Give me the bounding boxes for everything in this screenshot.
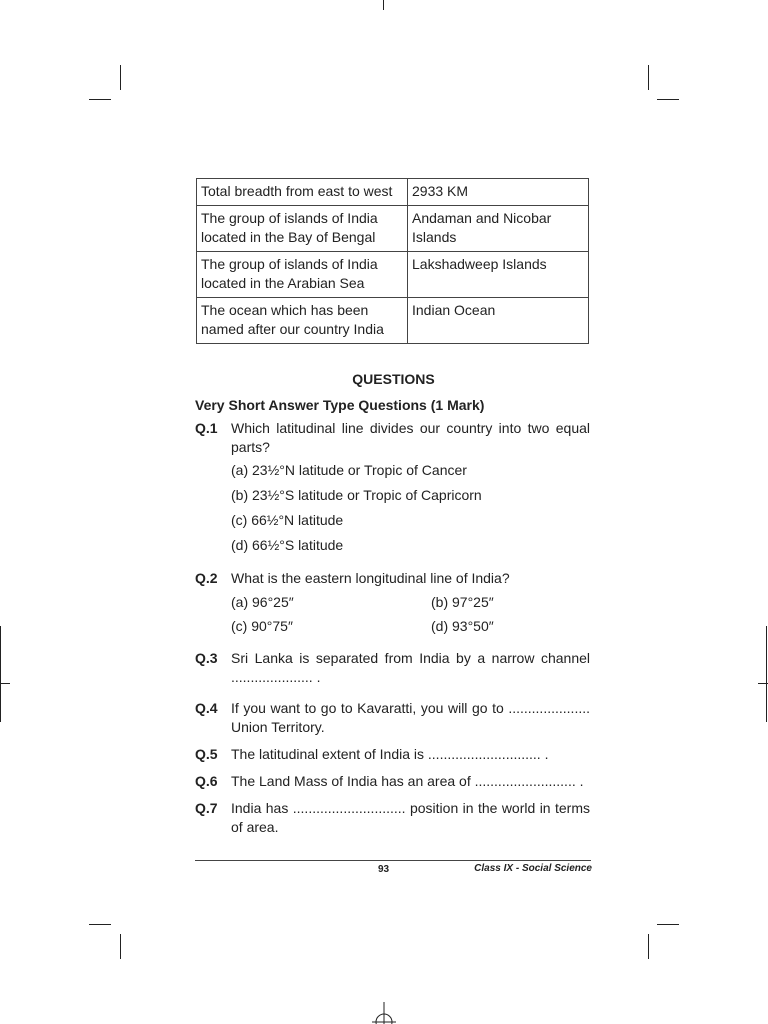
- question-number: Q.2: [195, 570, 218, 586]
- question: [195, 649, 590, 687]
- crop-mark: [758, 683, 768, 684]
- crop-mark: [648, 65, 649, 90]
- crop-mark: [89, 924, 111, 925]
- question: [195, 419, 590, 555]
- answer-option: (c) 66½°N latitude: [231, 512, 344, 528]
- table-cell: Lakshadweep Islands: [408, 252, 589, 298]
- table-cell: The group of islands of India located in the Arabian Sea: [197, 252, 408, 298]
- answer-option: (b) 23½°S latitude or Tropic of Capricorn: [231, 487, 482, 503]
- question: [195, 799, 590, 837]
- question-text: Sri Lanka is separated from India by a narrow channel ..................... .: [231, 650, 590, 685]
- answer-options-row: [231, 617, 631, 636]
- question-text: The latitudinal extent of India is ............................. .: [231, 746, 549, 762]
- crop-mark: [120, 65, 121, 90]
- crop-mark: [657, 924, 679, 925]
- questions-heading: QUESTIONS: [352, 371, 435, 387]
- question-body: [231, 419, 590, 555]
- answer-option: (c) 90°75″: [231, 618, 293, 634]
- page-content: [195, 178, 590, 837]
- question-number: Q.3: [195, 650, 218, 666]
- question: [195, 569, 590, 636]
- question: [195, 699, 590, 737]
- table-cell: 2933 KM: [408, 179, 589, 206]
- registration-mark-icon: [369, 1002, 399, 1024]
- table-row: [197, 206, 589, 252]
- section-title: Very Short Answer Type Questions (1 Mark): [195, 397, 485, 413]
- book-title: Class IX - Social Science: [474, 863, 592, 874]
- question-text: The Land Mass of India has an area of .......................... .: [231, 773, 584, 789]
- answer-options-row: [231, 593, 631, 612]
- answer-option: (a) 23½°N latitude or Tropic of Cancer: [231, 462, 467, 478]
- crop-mark: [657, 99, 679, 100]
- question-body: [231, 569, 631, 636]
- question-number: Q.7: [195, 800, 218, 816]
- crop-mark: [383, 0, 384, 10]
- table-cell: Andaman and Nicobar Islands: [408, 206, 589, 252]
- answer-option: (b) 97°25″: [431, 594, 494, 610]
- question-number: Q.1: [195, 420, 218, 436]
- table-cell: The ocean which has been named after our country India: [197, 298, 408, 344]
- question: [195, 772, 590, 791]
- answer-option: (d) 93°50″: [431, 618, 494, 634]
- answer-option: (d) 66½°S latitude: [231, 537, 344, 553]
- table-row: [197, 298, 589, 344]
- page-number: 93: [378, 864, 390, 875]
- crop-mark: [648, 934, 649, 959]
- crop-mark: [0, 626, 1, 722]
- footer-divider: [195, 860, 591, 861]
- answer-option: (a) 96°25″: [231, 594, 294, 610]
- question-number: Q.6: [195, 773, 218, 789]
- table-row: [197, 252, 589, 298]
- question-text: India has ............................. position in the world in terms of area.: [231, 800, 590, 835]
- question-text: What is the eastern longitudinal line of India?: [231, 570, 510, 586]
- table-row: [197, 179, 589, 206]
- crop-mark: [0, 683, 10, 684]
- table-cell: The group of islands of India located in the Bay of Bengal: [197, 206, 408, 252]
- question-number: Q.4: [195, 700, 218, 716]
- question-number: Q.5: [195, 746, 218, 762]
- facts-table: [196, 178, 589, 344]
- table-cell: Indian Ocean: [408, 298, 589, 344]
- question-text: Which latitudinal line divides our country into two equal parts?: [231, 420, 590, 455]
- question: [195, 745, 590, 764]
- crop-mark: [89, 99, 111, 100]
- crop-mark: [766, 626, 767, 722]
- question-text: If you want to go to Kavaratti, you will go to ..................... Union Territory.: [231, 700, 590, 735]
- crop-mark: [120, 934, 121, 959]
- table-cell: Total breadth from east to west: [197, 179, 408, 206]
